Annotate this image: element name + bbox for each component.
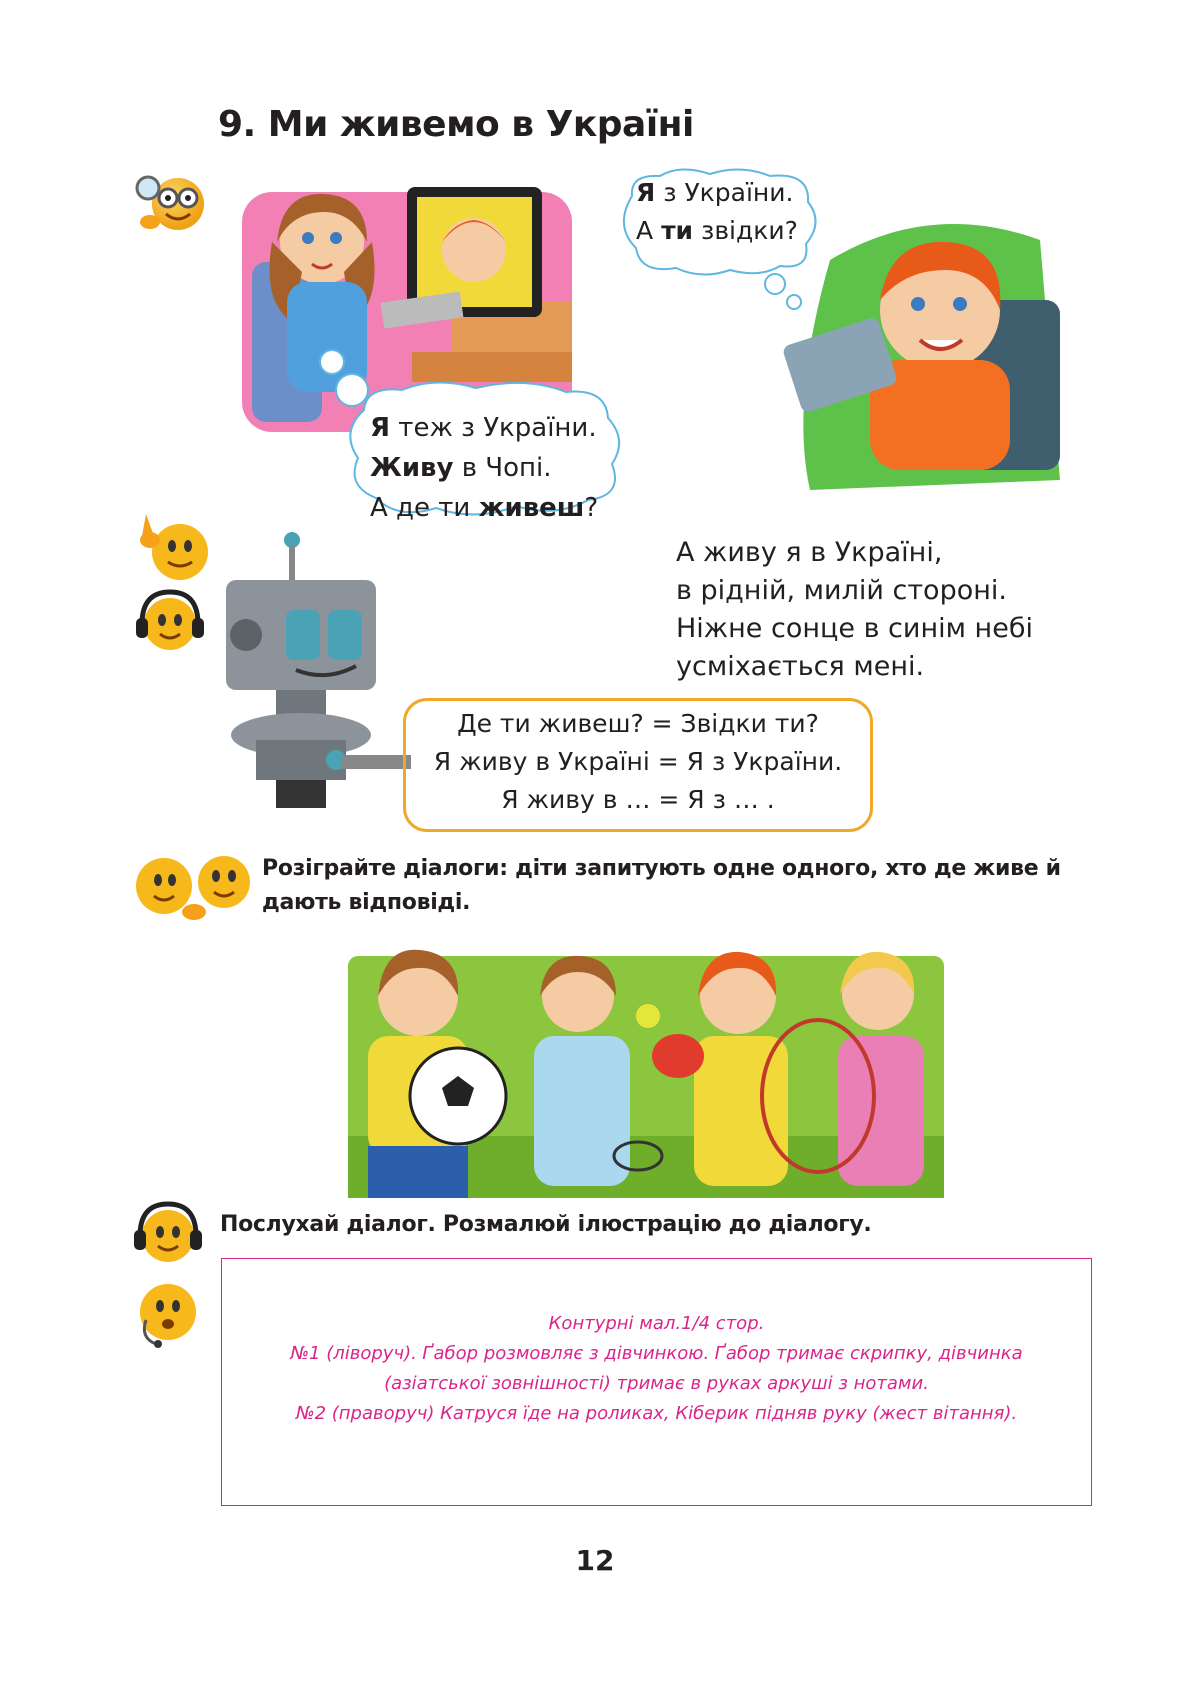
girl-bubble-bold-1: Я bbox=[370, 413, 391, 443]
headphones-emoji-icon bbox=[130, 1198, 206, 1268]
task-instruction-1: Розіграйте діалоги: діти запитують одне одного, хто де живе й дають відповіді. bbox=[262, 856, 1061, 915]
poem-line: в рідній, милій стороні. bbox=[676, 575, 1007, 606]
speaking-emoji-icon bbox=[130, 1276, 206, 1350]
poem-line: Ніжне сонце в синім небі bbox=[676, 613, 1033, 644]
page-title: 9. Ми живемо в Україні bbox=[218, 104, 694, 145]
boy-bubble-rest-1: з України. bbox=[655, 178, 794, 207]
pointing-emoji-icon bbox=[132, 508, 212, 582]
magnifier-emoji-icon bbox=[132, 170, 208, 234]
poem-line: усміхається мені. bbox=[676, 651, 925, 682]
task-instruction-2: Послухай діалог. Розмалюй ілюстрацію до діалогу. bbox=[220, 1212, 872, 1237]
talking-emojis-icon bbox=[132, 846, 256, 924]
boy-tablet-illustration bbox=[770, 200, 1068, 490]
placeholder-line: Контурні мал.1/4 стор. bbox=[548, 1313, 765, 1334]
boy-bubble-pre-2: А bbox=[636, 216, 662, 245]
boy-bubble-bold-1: Я bbox=[636, 178, 656, 207]
girl-bubble-rest-2: в Чопі. bbox=[453, 453, 552, 483]
rule-line: Я живу в Україні = Я з України. bbox=[433, 747, 843, 776]
placeholder-note bbox=[222, 1309, 1091, 1429]
girl-bubble-rest-3: ? bbox=[584, 493, 599, 523]
placeholder-line: (азіатської зовнішності) тримає в руках аркуші з нотами. bbox=[384, 1373, 929, 1394]
girl-bubble-rest-1: теж з України. bbox=[390, 413, 597, 443]
poem bbox=[676, 534, 1033, 686]
placeholder-line: №2 (праворуч) Катруся їде на роликах, Кіберик підняв руку (жест вітання). bbox=[295, 1403, 1018, 1424]
robot-illustration bbox=[216, 530, 416, 810]
grammar-rule-box bbox=[403, 698, 873, 832]
page-number: 12 bbox=[575, 1544, 615, 1577]
girl-bubble-pre-3: А де ти bbox=[370, 493, 479, 523]
boy-bubble-bold-2: ти bbox=[661, 216, 694, 245]
rule-line: Я живу в … = Я з … . bbox=[501, 785, 775, 814]
girl-bubble-bold-2: Живу bbox=[370, 453, 454, 483]
children-sports-illustration bbox=[348, 936, 944, 1198]
coloring-placeholder-box bbox=[221, 1258, 1092, 1506]
rule-line: Де ти живеш? = Звідки ти? bbox=[457, 709, 819, 738]
girl-bubble-text bbox=[370, 408, 598, 528]
placeholder-line: №1 (ліворуч). Ґабор розмовляє з дівчинкою. Ґабор тримає скрипку, дівчинка bbox=[290, 1343, 1023, 1364]
poem-line: А живу я в Україні, bbox=[676, 537, 943, 568]
girl-bubble-bold-3: живеш bbox=[478, 493, 585, 523]
headphones-emoji-icon bbox=[132, 586, 208, 656]
boy-bubble-rest-2: звідки? bbox=[693, 216, 798, 245]
